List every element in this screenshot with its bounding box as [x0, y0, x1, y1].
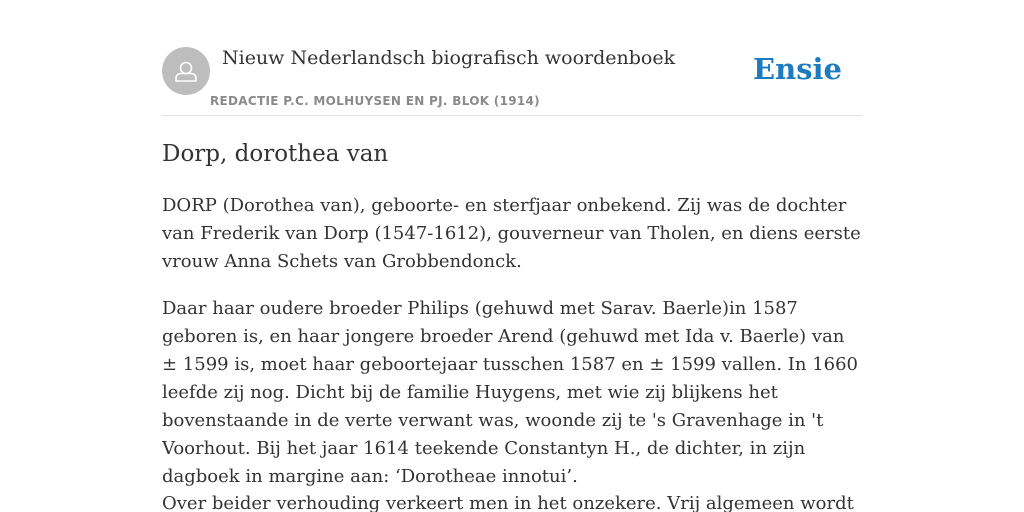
- page: [162, 0, 862, 512]
- source-subtitle: REDACTIE P.C. MOLHUYSEN EN PJ. BLOK (1914): [210, 94, 540, 108]
- user-icon: [162, 47, 210, 95]
- user-icon-graphic: [162, 47, 210, 95]
- article-paragraph: Daar haar oudere broeder Philips (gehuwd met Sarav. Baerle)in 1587 geboren is, en haar jongere broeder Arend (gehuwd met Ida v. Baerle) van ± 1599 is, moet haar geboortejaar tusschen 1587 en ± 1599 vallen. In 1660 leefde zij nog. Dicht bij de familie Huygens, met wie zij blijkens het bovenstaande in de verte verwant was, woonde zij te 's Gravenhage in 't Voorhout. Bij het jaar 1614 teekende Constantyn H., de dichter, in zijn dagboek in margine aan: ‘Dorotheae innotui’.: [162, 298, 859, 487]
- article-title: Dorp, dorothea van: [162, 141, 389, 167]
- source-header: [162, 0, 862, 116]
- brand-logo[interactable]: Ensie: [753, 52, 842, 86]
- article-paragraph: Over beider verhouding verkeert men in het onzekere. Vrij algemeen wordt: [162, 493, 854, 512]
- article-paragraph: DORP (Dorothea van), geboorte- en sterfjaar onbekend. Zij was de dochter van Frederik van Dorp (1547-1612), gouverneur van Tholen, en diens eerste vrouw Anna Schets van Grobbendonck.: [162, 195, 861, 272]
- source-title[interactable]: Nieuw Nederlandsch biografisch woordenboek: [222, 47, 676, 69]
